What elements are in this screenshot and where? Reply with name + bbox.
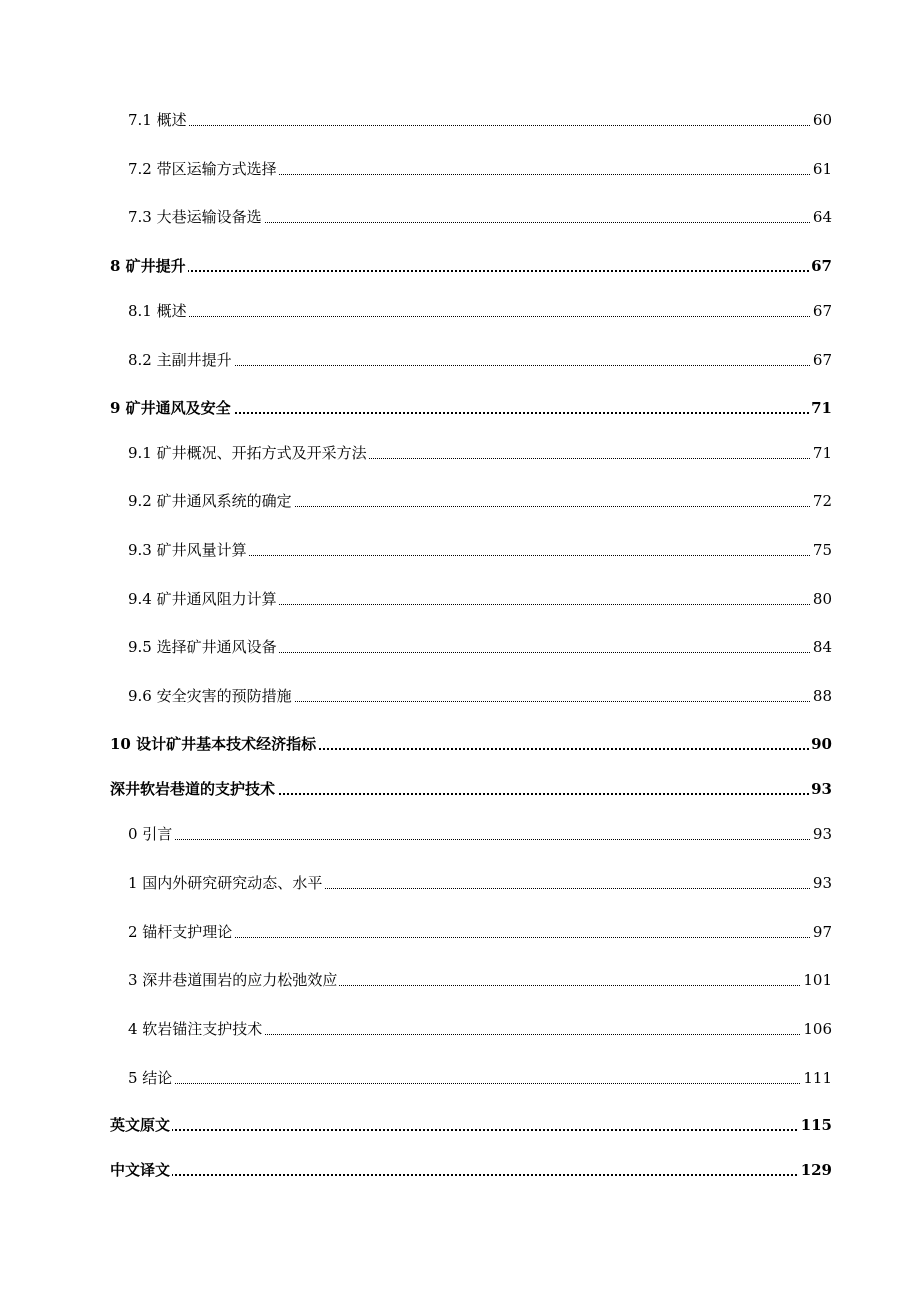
toc-entry-title: 3 深井巷道围岩的应力松弛效应 bbox=[128, 968, 339, 992]
toc-entry-9-1[interactable] bbox=[0, 441, 920, 465]
dot-leader bbox=[140, 125, 812, 126]
toc-entry-english-original[interactable] bbox=[0, 1113, 920, 1137]
toc-entry-title: 1 国内外研究研究动态、水平 bbox=[128, 871, 324, 895]
dot-leader bbox=[140, 937, 812, 938]
toc-entry-9-3[interactable] bbox=[0, 538, 920, 562]
toc-entry-page: 84 bbox=[811, 635, 832, 659]
toc-entry-page: 106 bbox=[801, 1017, 832, 1041]
toc-entry-deep-soft-rock[interactable] bbox=[0, 777, 920, 801]
toc-entry-title: 深井软岩巷道的支护技术 bbox=[110, 777, 277, 801]
toc-entry-page: 93 bbox=[811, 871, 832, 895]
toc-entry-bolt-theory[interactable] bbox=[0, 920, 920, 944]
toc-entry-7-2[interactable] bbox=[0, 157, 920, 181]
toc-entry-title: 2 锚杆支护理论 bbox=[128, 920, 234, 944]
toc-entry-introduction[interactable] bbox=[0, 822, 920, 846]
toc-entry-title: 7.3 大巷运输设备选 bbox=[128, 205, 264, 229]
toc-entry-title: 英文原文 bbox=[110, 1113, 172, 1137]
toc-entry-9-5[interactable] bbox=[0, 635, 920, 659]
toc-entry-research-status[interactable] bbox=[0, 871, 920, 895]
toc-entry-title: 9.2 矿井通风系统的确定 bbox=[128, 489, 294, 513]
toc-entry-10[interactable] bbox=[0, 732, 920, 756]
toc-entry-title: 9.6 安全灾害的预防措施 bbox=[128, 684, 294, 708]
toc-entry-title: 0 引言 bbox=[128, 822, 174, 846]
dot-leader bbox=[140, 316, 812, 317]
toc-entry-page: 71 bbox=[811, 441, 832, 465]
toc-entry-page: 88 bbox=[811, 684, 832, 708]
toc-entry-8-1[interactable] bbox=[0, 299, 920, 323]
toc-entry-9-6[interactable] bbox=[0, 684, 920, 708]
toc-entry-title: 10 设计矿井基本技术经济指标 bbox=[110, 732, 318, 756]
dot-leader bbox=[120, 1129, 812, 1131]
toc-entry-title: 9.3 矿井风量计算 bbox=[128, 538, 249, 562]
toc-entry-title: 9 矿井通风及安全 bbox=[110, 396, 233, 420]
toc-entry-8[interactable] bbox=[0, 254, 920, 278]
toc-entry-9-4[interactable] bbox=[0, 587, 920, 611]
toc-entry-title: 7.2 带区运输方式选择 bbox=[128, 157, 279, 181]
toc-entry-title: 9.1 矿井概况、开拓方式及开采方法 bbox=[128, 441, 369, 465]
toc-entry-page: 67 bbox=[811, 299, 832, 323]
toc-entry-stress-relaxation[interactable] bbox=[0, 968, 920, 992]
toc-entry-page: 101 bbox=[801, 968, 832, 992]
toc-entry-page: 111 bbox=[801, 1066, 832, 1090]
dot-leader bbox=[120, 1174, 812, 1176]
toc-entry-7-3[interactable] bbox=[0, 205, 920, 229]
toc-entry-page: 129 bbox=[799, 1158, 832, 1182]
toc-entry-page: 72 bbox=[811, 489, 832, 513]
toc-entry-grouting-support[interactable] bbox=[0, 1017, 920, 1041]
toc-entry-title: 7.1 概述 bbox=[128, 108, 189, 132]
toc-entry-page: 93 bbox=[811, 822, 832, 846]
toc-entry-page: 61 bbox=[811, 157, 832, 181]
toc-entry-page: 67 bbox=[811, 348, 832, 372]
toc-entry-7-1[interactable] bbox=[0, 108, 920, 132]
toc-entry-9[interactable] bbox=[0, 396, 920, 420]
dot-leader bbox=[140, 839, 812, 840]
toc-entry-9-2[interactable] bbox=[0, 489, 920, 513]
toc-entry-page: 80 bbox=[811, 587, 832, 611]
toc-entry-page: 60 bbox=[811, 108, 832, 132]
toc-entry-title: 8.1 概述 bbox=[128, 299, 189, 323]
toc-entry-chinese-translation[interactable] bbox=[0, 1158, 920, 1182]
dot-leader bbox=[120, 270, 812, 272]
toc-entry-title: 8 矿井提升 bbox=[110, 254, 188, 278]
toc-entry-page: 64 bbox=[811, 205, 832, 229]
toc-entry-page: 93 bbox=[809, 777, 832, 801]
toc-entry-8-2[interactable] bbox=[0, 348, 920, 372]
toc-entry-page: 90 bbox=[809, 732, 832, 756]
toc-entry-page: 115 bbox=[799, 1113, 832, 1137]
toc-entry-page: 97 bbox=[811, 920, 832, 944]
toc-entry-page: 75 bbox=[811, 538, 832, 562]
toc-entry-title: 8.2 主副井提升 bbox=[128, 348, 234, 372]
toc-entry-title: 5 结论 bbox=[128, 1066, 174, 1090]
toc-entry-title: 9.4 矿井通风阻力计算 bbox=[128, 587, 279, 611]
toc-entry-title: 4 软岩锚注支护技术 bbox=[128, 1017, 264, 1041]
toc-entry-title: 9.5 选择矿井通风设备 bbox=[128, 635, 279, 659]
toc-entry-conclusion[interactable] bbox=[0, 1066, 920, 1090]
toc-entry-page: 67 bbox=[809, 254, 832, 278]
toc-entry-title: 中文译文 bbox=[110, 1158, 172, 1182]
dot-leader bbox=[140, 365, 812, 366]
dot-leader bbox=[140, 1083, 812, 1084]
toc-entry-page: 71 bbox=[809, 396, 832, 420]
